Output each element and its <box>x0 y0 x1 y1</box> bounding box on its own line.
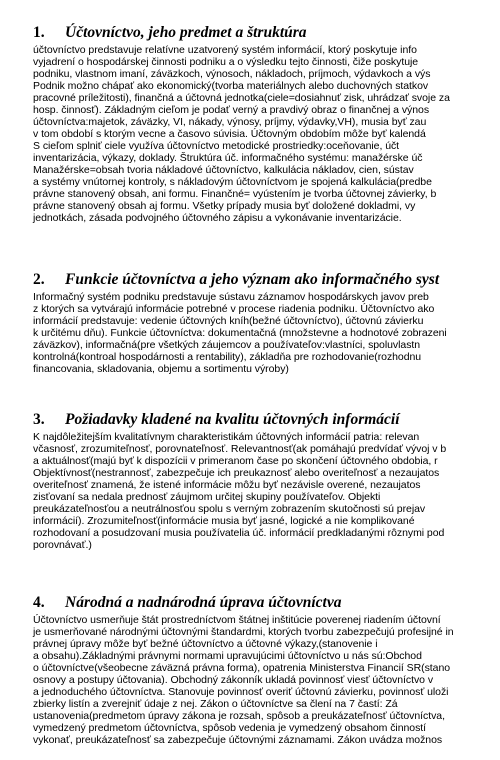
text-line: Manažérske=obsah tvoria nákladové účtovníctvo, kalkulácia nákladov, cien, sústav <box>33 164 414 176</box>
section-body <box>0 291 500 375</box>
text-line: Podnik možno chápať ako ekonomický(tvorba materiálnych alebo duchovných statkov <box>33 80 429 92</box>
text-line: informácií). Zrozumiteľnosť(informácie musia byť jasné, logické a nie komplikované <box>33 515 415 527</box>
text-line: inventarizácia, výkazy, doklady. Štruktúra úč. informačného systému: manažérske úč <box>33 152 423 164</box>
text-line: osnovy a postupy účtovania). Obchodný zákonník ukladá povinnosť viesť účtovníctvo v <box>33 674 434 686</box>
text-line: záväzkov), informačná(pre všetkých záujemcov a používateľov:vlastníci, spoluvlastn <box>33 339 421 351</box>
text-line: právne stanovený obsah, ani formu. Finančné= vyústením je tvorba účtovnej závierky, b <box>33 188 437 200</box>
section-title: Národná a nadnárodná úprava účtovníctva <box>65 594 342 611</box>
text-line: zbierky listín a zverejniť údaje z nej. Zákon o účtovníctve sa člení na 7 častí: Zá <box>33 698 398 710</box>
text-line: informácií predstavuje: vedenie účtovných kníh(bežné účtovníctvo), účtovnú závierku <box>33 315 424 327</box>
text-line: S cieľom splniť ciele využíva účtovníctvo metodické prostriedky:oceňovanie, účt <box>33 140 400 152</box>
section-body <box>0 614 500 746</box>
text-line: vymedzený predmetom účtovníctva, spôsob vedenia je vymedzený obsahom činností <box>33 722 427 734</box>
text-line: a aktuálnosť(majú byť k dispozícii v primeranom čase po skončení účtovného obdobia, r <box>33 455 438 467</box>
text-line: K najdôležitejším kvalitatívnym charakteristikám účtovných informácií patria: relevan <box>33 431 420 443</box>
section-heading <box>0 592 500 614</box>
text-line: jednotkách, zásada podvojného účtovného zápisu a vykonávanie inventarizácie. <box>33 212 402 224</box>
section-number: 1. <box>33 24 45 41</box>
text-line: hosp. činnosť). Základným cieľom je podať verný a pravdivý obraz o finančnej a výnos <box>33 104 430 116</box>
text-line: kontrolná(kontroal hospodárnosti a rentability), základňa pre rozhodovanie(rozhodnu <box>33 351 422 363</box>
text-line: o účtovníctve(všeobecne záväzná právna forma), opatrenia Ministerstva Financií SR(stano <box>33 662 451 674</box>
section-title: Účtovníctvo, jeho predmet a štruktúra <box>65 24 307 41</box>
text-line: v tom období s ktorým vecne a časovo súvisia. Účtovným obdobím môže byť kalendá <box>33 128 426 140</box>
text-line: a systémy vnútornej kontroly, s nákladovým účtovníctvom je spojená kalkulácia(predbe <box>33 176 432 188</box>
text-line: zisťovaní sa nedala prednosť záujmom určitej skupiny používateľov. Objekti <box>33 491 381 503</box>
section-heading <box>0 409 500 431</box>
text-line: vyjadrení o hospodárskej činnosti podniku a o výsledku tejto činnosti, čiže poskytuje <box>33 56 419 68</box>
section-1 <box>0 22 500 224</box>
section-heading <box>0 22 500 44</box>
text-line: a obsahu).Základnými právnymi normami upravujúcimi účtovníctvo u nás sú:Obchod <box>33 650 422 662</box>
text-line: právnej úpravy môže byť bežné účtovníctvo a účtovné výkazy,(stanovenie i <box>33 638 378 650</box>
text-line: z ktorých sa vytvárajú informácie potrebné v procese riadenia podniku. Účtovníctvo ako <box>33 303 435 315</box>
text-line: rozhodovaní a posudzovaní musia používatelia úč. informácií predkladanými rôznymi pod <box>33 527 445 539</box>
text-line: Informačný systém podniku predstavuje sústavu záznamov hospodárskych javov preb <box>33 291 429 303</box>
text-line: účtovníctva:majetok, záväzky, VI, nákady, výnosy, príjmy, výdavky,VH), musia byť zau <box>33 116 427 128</box>
section-number: 2. <box>33 271 45 288</box>
section-2 <box>0 269 500 375</box>
text-line: financovania, skladovania, objemu a sortimentu výroby) <box>33 363 289 375</box>
text-line: vykonať, preukázateľnosť sa zabezpečuje účtovnými záznamami. Zákon uvádza možnos <box>33 734 443 746</box>
text-line: je usmerňované národnými účtovnými štandardmi, ktorých tvorbu zabezpečujú profesijné in <box>33 626 454 638</box>
text-line: ustanovenia(predmetom úpravy zákona je rozsah, spôsob a preukázateľnosť účtovníctva, <box>33 710 445 722</box>
section-number: 4. <box>33 594 45 611</box>
text-line: a jednoduchého účtovníctva. Stanovuje povinnosť overiť účtovnú závierku, povinnosť uloži <box>33 686 449 698</box>
text-line: právne stanovený obsah aj formu. Všetky prípady musia byť doložené dokladmi, vy <box>33 200 416 212</box>
section-title: Požiadavky kladené na kvalitu účtovných informácií <box>65 411 400 428</box>
text-line: podniku, vlastnom imaní, záväzkoch, výnosoch, nákladoch, príjmoch, výdavkoch a výs <box>33 68 431 80</box>
section-body <box>0 431 500 551</box>
text-line: Účtovníctvo usmerňuje štát prostredníctvom štátnej inštitúcie poverenej riadením účtovní <box>33 614 441 626</box>
section-title: Funkcie účtovníctva a jeho význam ako informačného syst <box>65 271 440 288</box>
text-line: včasnosť, zrozumiteľnosť, porovnateľnosť. Relevantnosť(ak pomáhajú predvídať vývoj v b <box>33 443 447 455</box>
section-3 <box>0 409 500 551</box>
section-body <box>0 44 500 224</box>
text-line: porovnávať.) <box>33 539 92 551</box>
text-line: overiteľnosť znamená, že istené informácie môžu byť nezávisle overené, nezaujatos <box>33 479 421 491</box>
text-line: účtovníctvo predstavuje relatívne uzatvorený systém informácií, ktorý poskytuje info <box>33 44 417 56</box>
text-line: preukázateľnosťou a neutrálnosťou spolu s verným zobrazením skutočnosti sú prejav <box>33 503 426 515</box>
section-number: 3. <box>33 411 45 428</box>
text-line: Objektívnosť(nestrannosť, zabezpečuje ich preukaznosť alebo overiteľnosť a nezaujatos <box>33 467 440 479</box>
section-4 <box>0 592 500 746</box>
section-heading <box>0 269 500 291</box>
text-line: pracovné príležitosti), finančná a účtovná jednotka(ciele=dosiahnuť zisk, uhrádzať svoje za <box>33 92 450 104</box>
text-line: k určitému dňu). Funkcie účtovníctva: dokumentačná (množstevne a hodnotové zobrazeni <box>33 327 447 339</box>
